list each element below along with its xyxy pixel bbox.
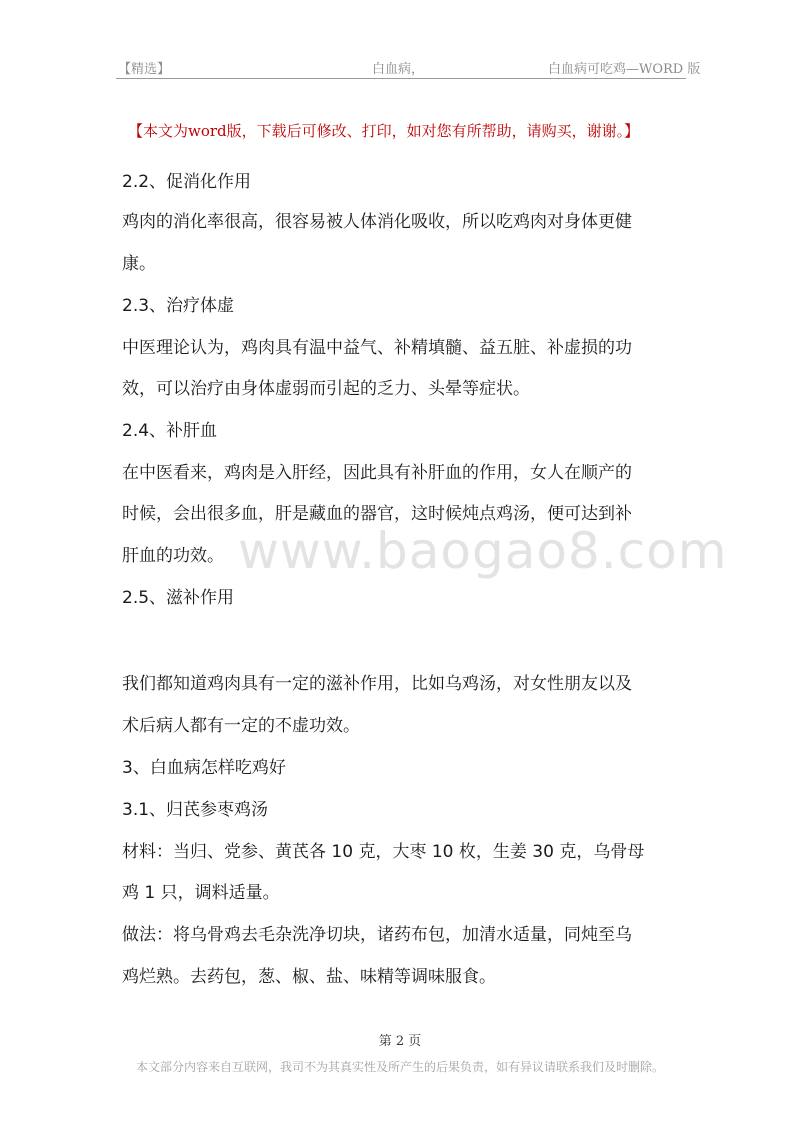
paragraph-line: 鸡 1 只，调料适量。 (122, 883, 280, 903)
paragraph-line: 做法：将乌骨鸡去毛杂洗净切块，诸药布包，加清水适量，同炖至乌 (122, 925, 632, 945)
section-heading: 2.5、滋补作用 (122, 588, 235, 608)
paragraph-line: 效，可以治疗由身体虚弱而引起的乏力、头晕等症状。 (122, 379, 530, 399)
paragraph-line: 材料：当归、党参、黄芪各 10 克，大枣 10 枚，生姜 30 克，乌骨母 (122, 842, 645, 862)
download-notice: 【本文为word版，下载后可修改、打印，如对您有所帮助，请购买，谢谢。】 (128, 122, 640, 140)
disclaimer-footnote: 本文部分内容来自互联网，我司不为其真实性及所产生的后果负责，如有异议请联系我们及时删除。 (135, 1060, 664, 1074)
paragraph-line: 康。 (122, 254, 156, 274)
paragraph-line: 在中医看来，鸡肉是入肝经，因此具有补肝血的作用，女人在顺产的 (122, 463, 632, 483)
watermark-text: www.baogao8.com (238, 522, 728, 580)
paragraph-line: 时候，会出很多血，肝是藏血的器官，这时候炖点鸡汤，便可达到补 (122, 504, 632, 524)
header-right-title: 白血病可吃鸡—WORD 版 (548, 62, 701, 77)
header-center-title: 白血病， (372, 62, 425, 77)
section-heading: 2.3、治疗体虚 (122, 296, 235, 316)
header-divider (116, 78, 686, 79)
paragraph-line: 肝血的功效。 (122, 546, 224, 566)
section-heading: 2.4、补肝血 (122, 421, 218, 441)
paragraph-line: 鸡烂熟。去药包，葱、椒、盐、味精等调味服食。 (122, 967, 496, 987)
page-number: 第 2 页 (378, 1034, 422, 1049)
paragraph-line: 术后病人都有一定的不虚功效。 (122, 716, 360, 736)
section-heading: 3.1、归芪参枣鸡汤 (122, 800, 269, 820)
paragraph-line: 我们都知道鸡肉具有一定的滋补作用，比如乌鸡汤，对女性朋友以及 (122, 674, 632, 694)
paragraph-line: 鸡肉的消化率很高，很容易被人体消化吸收，所以吃鸡肉对身体更健 (122, 212, 632, 232)
paragraph-line: 中医理论认为，鸡肉具有温中益气、补精填髓、益五脏、补虚损的功 (122, 338, 632, 358)
header-left-tag: 【精选】 (118, 62, 171, 77)
section-heading: 3、白血病怎样吃鸡好 (122, 758, 286, 778)
section-heading: 2.2、促消化作用 (122, 172, 252, 192)
